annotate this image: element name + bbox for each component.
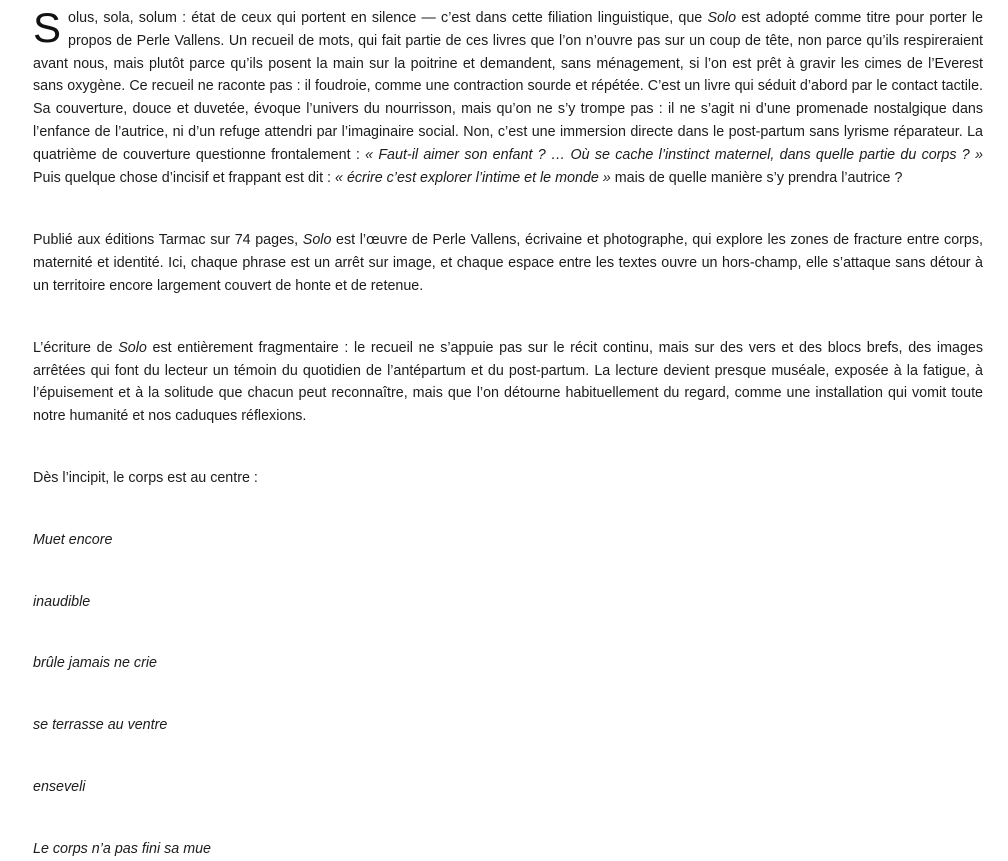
incipit-intro: Dès l’incipit, le corps est au centre : [33,469,258,486]
writing-quote: « écrire c’est explorer l’intime et le monde » [335,169,611,186]
book-title-emphasis: Solo [302,232,332,249]
text-segment: olus, sola, solum : état de ceux qui portent en silence — c’est dans cette filiation linguistique, que [68,10,708,26]
text-segment: Publié aux éditions Tarmac sur 74 pages, [33,232,303,249]
text-segment: est entièrement fragmentaire : le recueil ne s’appuie pas sur le récit continu, mais sur des vers et des blocs brefs, des images arrêtées qui font du lecteur un témoin du quotidien de l’antépartum et du post-partum. La lecture devient presque muséale, exposée à la fatigue, à l’épuisement et à la solitude que chacun peut reconnaître, mais que l’on détourne habituellement du regard, comme une installation qui vomit toute notre humanité et nos caduques réflexions. [33,339,983,425]
book-title-emphasis: Solo [707,10,737,26]
book-title-emphasis: Solo [118,339,147,356]
verse-line: inaudible [33,593,91,610]
verse-line: Muet encore [33,531,113,548]
paragraph-writing-style [33,337,983,428]
text-segment: L’écriture de [33,339,119,356]
verse-line: brûle jamais ne crie [33,655,157,672]
text-segment: est l’œuvre de Perle Vallens, écrivaine et photographe, qui explore les zones de fracture entre corps, maternité et identité. Ici, chaque phrase est un arrêt sur image, et chaque espace entre les textes ouvre un hors-champ, elle s’attaque sans détour à un territoire encore largement couvert de honte et de retenue. [33,232,983,294]
paragraph-intro [33,4,983,189]
paragraph-publication [33,229,983,297]
article-body [33,0,983,861]
drop-cap: S [33,4,62,51]
verse-line: se terrasse au ventre [33,717,168,734]
back-cover-quote: « Faut-il aimer son enfant ? … Où se cache l’instinct maternel, dans quelle partie du corps ? » [365,146,983,163]
text-segment: mais de quelle manière s’y prendra l’autrice ? [610,169,903,186]
verse-line: Le corps n’a pas fini sa mue [33,840,212,857]
text-segment: Puis quelque chose d’incisif et frappant est dit : [33,169,336,186]
text-segment: est adopté comme titre pour porter le propos de Perle Vallens. Un recueil de mots, qui fait partie de ces livres que l’on n’ouvre pas sur un coup de tête, non parce qu’ils respireraient avant nous, mais plutôt parce qu’ils posent la main sur la poitrine et demandent, sans ménagement, si l’on est prêt à gravir les cimes de l’Everest sans oxygène. Ce recueil ne raconte pas : il foudroie, comme une contraction sourde et répétée. C’est un livre qui séduit d’abord par le contact tactile. Sa couverture, douce et duvetée, évoque l’univers du nourrisson, mais qu’on ne s’y trompe pas : il ne s’agit ni d’une promenade nostalgique dans l’enfance de l’autrice, ni d’un refuge attendri par l’imaginaire social. Non, c’est une immersion directe dans le post-partum sans lyrisme réparateur. La quatrième de couverture questionne frontalement : [33,10,983,163]
verse-line: enseveli [33,778,86,795]
